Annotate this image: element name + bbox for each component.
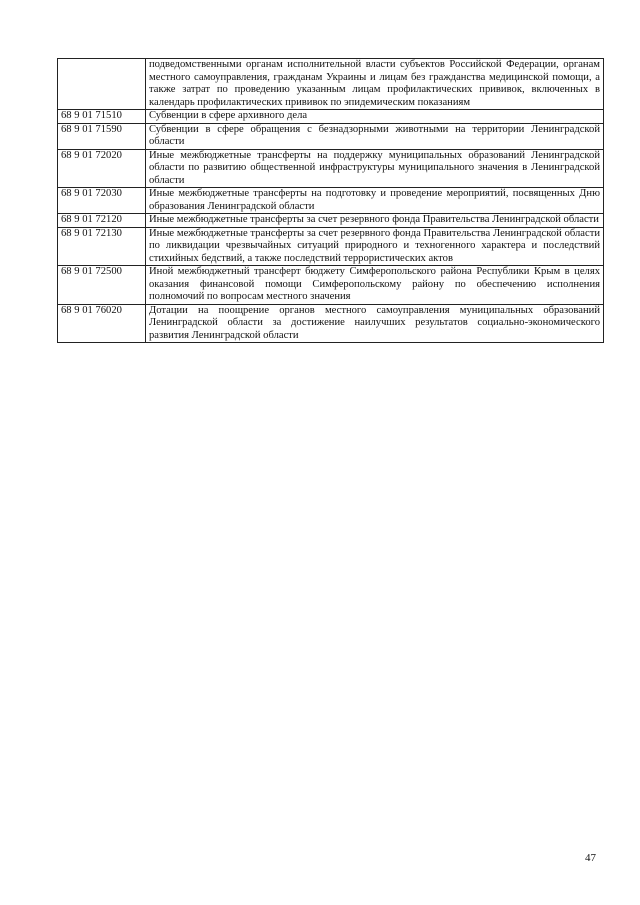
row-description: подведомственными органам исполнительной власти субъектов Российской Федерации, органам местного самоуправления, гражданам Украины и лицам без гражданства медицинской помощи, а также затрат по проведению указанным лицам профилактических прививок, включенных в календарь профилактических прививок по эпидемическим показаниям (146, 59, 604, 110)
table-row (58, 149, 604, 188)
row-description: Иные межбюджетные трансферты за счет резервного фонда Правительства Ленинградской области по ликвидации чрезвычайных ситуаций природного и техногенного характера и последствий стихийных бедствий, а также последствий террористических актов (146, 227, 604, 266)
row-code: 68 9 01 72130 (58, 227, 146, 266)
budget-classification-table (57, 58, 604, 343)
table-row (58, 227, 604, 266)
table-row (58, 123, 604, 149)
table-row (58, 214, 604, 228)
row-code: 68 9 01 72500 (58, 266, 146, 305)
row-description: Иные межбюджетные трансферты на подготовку и проведение мероприятий, посвященных Дню образования Ленинградской области (146, 188, 604, 214)
page-number: 47 (585, 852, 596, 864)
row-code: 68 9 01 72120 (58, 214, 146, 228)
row-code (58, 59, 146, 110)
table-row (58, 304, 604, 343)
row-code: 68 9 01 71590 (58, 123, 146, 149)
row-description: Субвенции в сфере обращения с безнадзорными животными на территории Ленинградской области (146, 123, 604, 149)
row-code: 68 9 01 72020 (58, 149, 146, 188)
row-description: Иные межбюджетные трансферты за счет резервного фонда Правительства Ленинградской области (146, 214, 604, 228)
row-description: Иные межбюджетные трансферты на поддержку муниципальных образований Ленинградской области по развитию общественной инфраструктуры муниципального значения в Ленинградской области (146, 149, 604, 188)
table-row (58, 110, 604, 124)
row-code: 68 9 01 72030 (58, 188, 146, 214)
row-code: 68 9 01 76020 (58, 304, 146, 343)
table-row (58, 188, 604, 214)
row-description: Дотации на поощрение органов местного самоуправления муниципальных образований Ленинградской области за достижение наилучших результатов социально-экономического развития Ленинградской области (146, 304, 604, 343)
table-row (58, 266, 604, 305)
table-row (58, 59, 604, 110)
row-description: Иной межбюджетный трансферт бюджету Симферопольского района Республики Крым в целях оказания финансовой помощи Симферопольскому району по обеспечению исполнения полномочий по вопросам местного значения (146, 266, 604, 305)
row-description: Субвенции в сфере архивного дела (146, 110, 604, 124)
row-code: 68 9 01 71510 (58, 110, 146, 124)
